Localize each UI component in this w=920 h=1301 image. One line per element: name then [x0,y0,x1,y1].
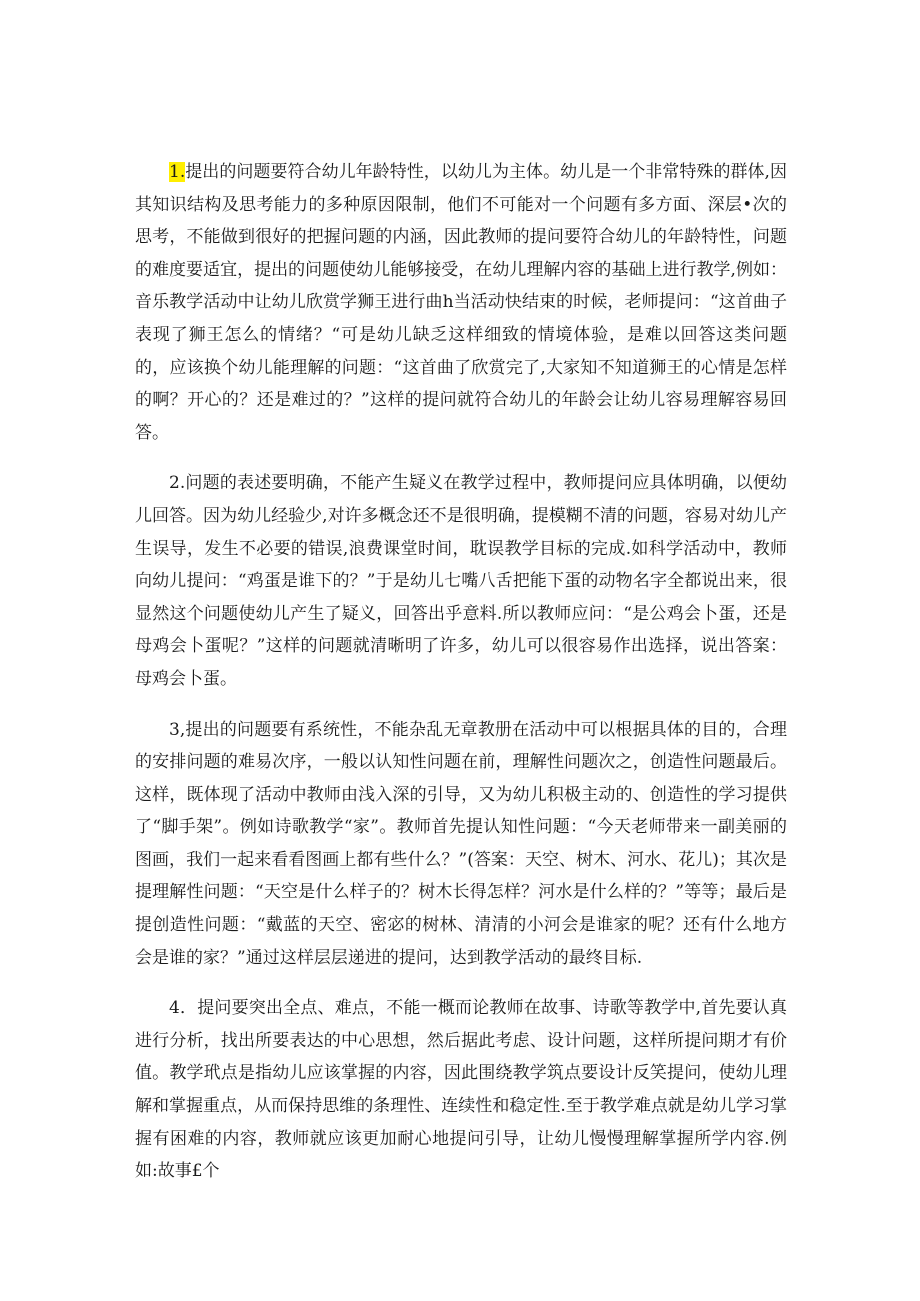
paragraph-text: 提出的问题要符合幼儿年龄特性，以幼儿为主体。幼儿是一个非常特殊的群体,因其知识结构及思考能力的多种原因限制，他们不可能对一个问题有多方面、深层•次的思考，不能做到很好的把握问题的内涵，因此教师的提问要符合幼儿的年龄特性，问题的难度要适宜，提出的问题使幼儿能够接受，在幼儿理解内容的基础上进行教学,例如：音乐教学活动中让幼儿欣赏学狮王进行曲h当活动快结束的时候，老师提问：“这首曲子表现了狮王怎么的情绪？“可是幼儿缺乏这样细致的情境体验，是难以回答这类问题的，应该换个幼儿能理解的问题：“这首曲了欣赏完了,大家知不知道狮王的心情是怎样的啊？开心的？还是难过的？”这样的提问就符合幼儿的年龄会让幼儿容易理解容易回答。 [135,162,787,443]
paragraph-text: 提出的问题要有系统性，不能杂乱无章教册在活动中可以根据具体的目的，合理的安排问题的难易次序，一般以认知性问题在前，理解性问题次之，创造性问题最后。这样，既体现了活动中教师由浅入深的引导，又为幼儿积极主动的、创造性的学习提供了“脚手架”。例如诗歌教学“家”。教师首先提认知性问题：“今天老师带来一副美丽的图画，我们一起来看看图画上都有些什么？”(答案：天空、树木、河水、花儿)；其次是提理解性问题：“天空是什么样子的？树木长得怎样？河水是什么样的？”等等；最后是提创造性问题：“戴蓝的天空、密宓的树林、清清的小河会是谁家的呢？还有什么地方会是谁的家？”通过这样层层递进的提问，达到教学活动的最终目标. [135,719,787,968]
paragraph-number: 2. [169,473,186,494]
paragraph-3 [135,714,787,975]
paragraph-number: 3, [169,719,186,740]
paragraph-text: 问题的表述要明确，不能产生疑义在教学过程中，教师提问应具体明确，以便幼儿回答。因为幼儿经验少,对许多概念还不是很明确，提模糊不清的问题，容易对幼儿产生误导，发生不必要的错误,浪费课堂时间，耽误教学目标的完成.如科学活动中，教师向幼儿提问：“鸡蛋是谁下的？”于是幼儿七嘴八舌把能下蛋的动物名字全都说出来，很显然这个问题使幼儿产生了疑义，回答出乎意料.所以教师应问：“是公鸡会卜蛋，还是母鸡会卜蛋呢？”这样的问题就清晰明了许多，幼儿可以很容易作出选择，说出答案：母鸡会卜蛋。 [135,473,787,689]
paragraph-number: 1. [169,162,186,182]
paragraph-text: 提问要突出全点、难点，不能一概而论教师在故事、诗歌等教学中,首先要认真进行分析，找出所要表达的中心思想，然后据此考虑、设计问题，这样所提问期才有价值。教学玳点是指幼儿应该掌握的内容，因此围绕教学筑点要设计反笑提问，使幼儿理解和掌握重点，从而保持思维的条理性、连续性和稳定性.至于教学难点就是幼儿学习掌握有困难的内容，教师就应该更加耐心地提问引导，让幼儿慢慢理解掌握所学内容.例如:故事£个 [135,998,787,1182]
document-body [135,156,787,1206]
paragraph-1 [135,156,787,449]
paragraph-4 [135,992,787,1188]
paragraph-2 [135,467,787,695]
paragraph-number: 4． [169,998,198,1019]
